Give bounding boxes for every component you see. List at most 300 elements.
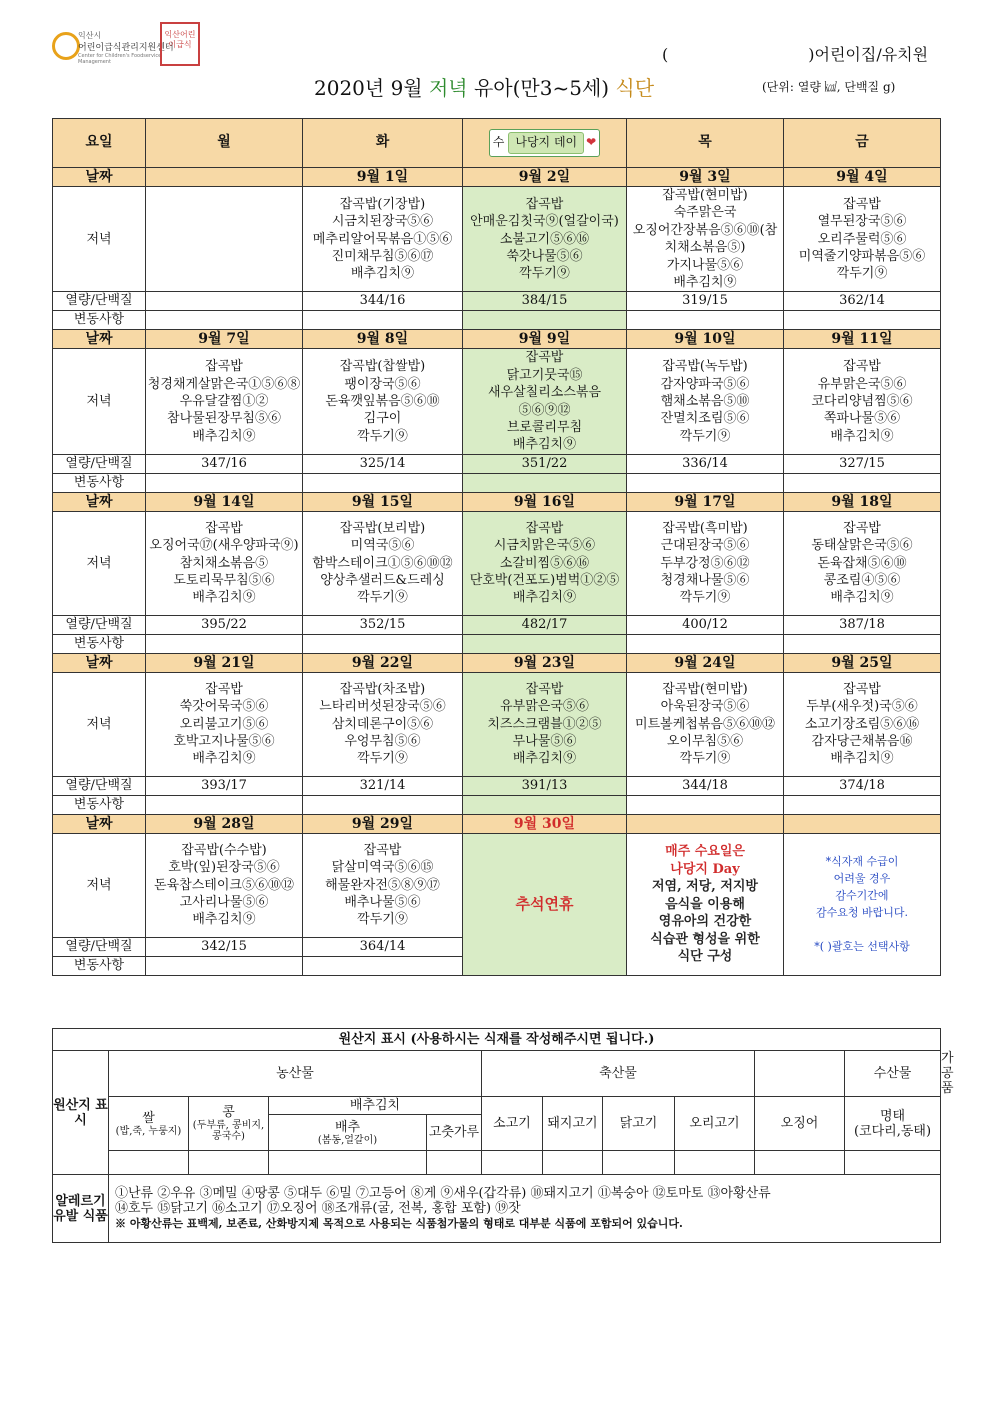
meal-row: [53, 833, 941, 937]
change-fri[interactable]: [784, 311, 941, 330]
row-label-kcal: 열량/단백질: [53, 292, 146, 311]
kcal-wed: 384/15: [463, 292, 627, 311]
chili-label: 고춧가루: [427, 1115, 482, 1151]
holiday-cell: [463, 833, 627, 975]
change-thu[interactable]: [627, 795, 784, 814]
date-row: [53, 653, 941, 672]
change-tue[interactable]: [303, 473, 463, 492]
date-fri: 9월 25일: [784, 653, 941, 672]
meal-cell-mon: [146, 511, 303, 615]
menu-item: 청경채게살맑은국①⑤⑥⑧: [147, 376, 301, 392]
date-mon: 9월 14일: [146, 492, 303, 511]
meal-cell-fri: [784, 511, 941, 615]
holiday-label: 추석연휴: [515, 894, 574, 913]
agri-header: 농산물: [109, 1051, 482, 1097]
change-fri[interactable]: [784, 634, 941, 653]
note-blue-line: 감수기간에: [835, 889, 889, 903]
red-seal-stamp: [160, 22, 200, 66]
menu-item: 단호박(건포도)범벅①②⑤: [469, 573, 620, 589]
menu-item: 배추김치⑨: [830, 590, 894, 606]
menu-item: 우엉무침⑤⑥: [344, 734, 421, 750]
menu-item: 메추리알어묵볶음①⑤⑥: [312, 231, 453, 247]
menu-item: 잡곡밥: [205, 520, 243, 536]
logo-line-2: 어린이급식관리지원센터: [78, 43, 174, 53]
meal-row: [53, 349, 941, 454]
menu-item: 오이무침⑤⑥: [666, 734, 744, 750]
note-blue-line: 어려울 경우: [833, 872, 891, 886]
menu-item: 쑥갓어묵국⑤⑥: [179, 699, 269, 715]
kcal-row: [53, 292, 941, 311]
row-label-dinner: 저녁: [53, 672, 146, 776]
menu-item: 잡곡밥(차조밥): [339, 681, 426, 697]
kcal-tue: 344/16: [303, 292, 463, 311]
change-tue[interactable]: [303, 634, 463, 653]
row-label-kcal: 열량/단백질: [53, 615, 146, 634]
menu-item: 호박고지나물⑤⑥: [173, 734, 275, 750]
change-mon[interactable]: [146, 473, 303, 492]
menu-item: 호박(잎)된장국⑤⑥: [168, 860, 280, 876]
title-part-dinner: 저녁: [428, 76, 468, 100]
change-thu[interactable]: [627, 634, 784, 653]
row-label-date: 날짜: [53, 653, 146, 672]
menu-item: 배추김치⑨: [673, 275, 737, 291]
kcal-mon: 342/15: [146, 937, 303, 956]
change-wed[interactable]: [463, 473, 627, 492]
change-row: [53, 473, 941, 492]
menu-item: 유부맑은국⑤⑥: [500, 699, 589, 715]
meal-cell-tue: [303, 187, 463, 292]
meal-cell-mon: [146, 187, 303, 292]
menu-item: 느타리버섯된장국⑤⑥: [319, 699, 446, 715]
menu-item: 진미채무침⑤⑥⑰: [331, 248, 434, 264]
kcal-mon: 395/22: [146, 615, 303, 634]
menu-item: 동태살맑은국⑤⑥: [811, 538, 913, 554]
change-wed[interactable]: [463, 311, 627, 330]
date-tue: 9월 22일: [303, 653, 463, 672]
kcal-thu: 319/15: [627, 292, 784, 311]
menu-item: 돈육깻잎볶음⑤⑥⑩: [325, 393, 440, 409]
allergy-note: ※ 아황산류는 표백제, 보존료, 산화방지제 목적으로 사용되는 식품첨가물의 형태로 대부분 식품에 포함되어 있습니다.: [115, 1217, 683, 1230]
menu-item: 치즈스크램블①②⑤: [487, 716, 602, 732]
menu-item: 깍두기⑨: [679, 590, 731, 606]
menu-item: 잡곡밥: [205, 359, 243, 375]
menu-item: 잡곡밥(찹쌀밥): [339, 359, 426, 375]
squid-origin-input[interactable]: [755, 1151, 845, 1175]
allergy-legend: [109, 1175, 941, 1243]
meal-cell-tue: [303, 349, 463, 454]
meal-cell-wed: [463, 511, 627, 615]
menu-item: 잡곡밥(현미밥): [662, 681, 748, 697]
row-label-date: 날짜: [53, 168, 146, 187]
menu-item: 깍두기⑨: [357, 428, 408, 444]
rice-label: 쌀: [142, 1110, 155, 1126]
kcal-fri: 374/18: [784, 776, 941, 795]
kcal-mon: 347/16: [146, 454, 303, 473]
row-label-kcal: 열량/단백질: [53, 937, 146, 956]
menu-item: 참나물된장무침⑤⑥: [167, 411, 281, 427]
date-mon: 9월 21일: [146, 653, 303, 672]
facility-name-line: [662, 42, 928, 65]
menu-item: 잡곡밥(보리밥): [339, 520, 426, 536]
livestock-header: 축산물: [482, 1051, 755, 1097]
bean-origin-input[interactable]: [189, 1151, 269, 1175]
day-mon: 월: [146, 119, 303, 168]
title-part-age: (만3~5세): [512, 76, 610, 100]
meal-cell-fri: [784, 672, 941, 776]
allergy-line-1: ①난류 ②우유 ③메밀 ④땅콩 ⑤대두 ⑥밀 ⑦고등어 ⑧게 ⑨새우(갑각류) ⑩돼지고기 ⑪복숭아 ⑫토마토 ⑬아황산류: [115, 1186, 771, 1201]
menu-item: 배추김치⑨: [192, 912, 256, 928]
menu-item: 아욱된장국⑤⑥: [660, 699, 750, 715]
kcal-row: [53, 615, 941, 634]
change-fri[interactable]: [784, 473, 941, 492]
menu-item: 배추김치⑨: [192, 751, 256, 767]
menu-table: [52, 118, 941, 976]
day-tue: 화: [303, 119, 463, 168]
beef-label: 소고기: [482, 1097, 543, 1151]
date-thu: [627, 814, 784, 833]
pork-label: 돼지고기: [543, 1097, 603, 1151]
change-thu[interactable]: [627, 473, 784, 492]
menu-item: 배추김치⑨: [512, 751, 577, 767]
menu-item: 근대된장국⑤⑥: [660, 538, 750, 554]
meal-cell-thu: [627, 349, 784, 454]
menu-item: 돈육잡채⑤⑥⑩: [817, 555, 907, 571]
menu-item: 깍두기⑨: [836, 266, 888, 282]
date-tue: 9월 15일: [303, 492, 463, 511]
menu-item: 잡곡밥: [363, 842, 402, 858]
menu-item: 배추김치⑨: [512, 590, 577, 606]
menu-item: 도토리묵무침⑤⑥: [173, 573, 275, 589]
menu-item: 잡곡밥(흑미밥): [662, 520, 748, 536]
date-tue: 9월 8일: [303, 330, 463, 349]
date-thu: 9월 10일: [627, 330, 784, 349]
menu-item: 코다리양념찜⑤⑥: [811, 393, 913, 409]
date-wed: 9월 9일: [463, 330, 627, 349]
origin-table: 원산지 표시 (사용하시는 식재를 작성해주시면 됩니다.) 원산지 표시 농산물 축산물 수산물 가공품 쌀 (밥,죽, 누룽지) 콩 (두부류, 콩비지,콩국수) 배추김치 소고기 돼지고기 닭고기 오리고기 오징어 명태 (코다리,동태) 배추 (봄동,얼갈이) 고춧가루 알레르기유발 식품 ①난류 ②우유 ③메밀 ④땅콩 ⑤대두 ⑥밀 ⑦고등어 ⑧게 ⑨새우(갑각류) ⑩돼지고기 ⑪복숭아 ⑫토마토 ⑬아황산류 ⑭호두 ⑮닭고기 ⑯소고기 ⑰오징어 ⑱조개류(굴, 전복, 홍합 포함) ⑲잣 ※ 아황산류는 표백제, 보존료, 산화방지제 목적으로 사용되는 식품첨가물의 형태로 대부분 식품에 포함되어 있습니다.: [52, 1028, 941, 1243]
menu-item: 배추김치⑨: [192, 428, 256, 444]
meal-cell-thu: [627, 511, 784, 615]
row-label-date: 날짜: [53, 330, 146, 349]
date-fri: 9월 4일: [784, 168, 941, 187]
menu-item: 열무된장국⑤⑥: [817, 214, 907, 230]
supply-note-cell: [784, 833, 941, 975]
menu-item: 감자당근채볶음⑯: [811, 734, 913, 750]
menu-item: 해물완자전⑤⑧⑨⑰: [325, 877, 440, 893]
pollack-cell: [845, 1097, 941, 1151]
date-row: [53, 168, 941, 187]
menu-item: 양상추샐러드&드레싱: [320, 573, 445, 589]
menu-item: 함박스테이크①⑤⑥⑩⑫: [312, 555, 453, 571]
menu-item: 잡곡밥(녹두밥): [662, 359, 748, 375]
menu-item: 깍두기⑨: [519, 266, 570, 282]
menu-item: 두부(새우젓)국⑤⑥: [806, 699, 918, 715]
day-thu: 목: [627, 119, 784, 168]
change-mon[interactable]: [146, 795, 303, 814]
date-thu: 9월 17일: [627, 492, 784, 511]
note-blue-line: *식자재 수급이: [825, 855, 899, 869]
badge-label: 나당지 데이: [508, 132, 584, 153]
date-fri: 9월 18일: [784, 492, 941, 511]
menu-item: 브로콜리무침: [506, 420, 583, 436]
menu-item: 두부강정⑤⑥⑫: [660, 555, 750, 571]
menu-item: 미역국⑤⑥: [350, 538, 415, 554]
origin-title: 원산지 표시 (사용하시는 식재를 작성해주시면 됩니다.): [53, 1029, 941, 1051]
menu-item: 미역줄기양파볶음⑤⑥: [798, 248, 926, 264]
menu-item: 감자양파국⑤⑥: [660, 376, 750, 392]
duck-label: 오리고기: [675, 1097, 755, 1151]
menu-item: 잡곡밥: [843, 196, 881, 212]
menu-item: 소고기장조림⑤⑥⑯: [804, 716, 920, 732]
change-wed[interactable]: [463, 634, 627, 653]
pork-origin-input[interactable]: [543, 1151, 603, 1175]
menu-item: 삼치데론구이⑤⑥: [331, 716, 434, 732]
allergy-label: 알레르기유발 식품: [53, 1175, 109, 1243]
menu-item: 배추나물⑤⑥: [344, 895, 421, 911]
chicken-origin-input[interactable]: [603, 1151, 675, 1175]
menu-item: 우유달걀찜①②: [179, 393, 269, 409]
meal-cell-fri: [784, 187, 941, 292]
meal-row: [53, 187, 941, 292]
cabbage-sub: (봄동,얼갈이): [317, 1134, 378, 1146]
bean-sub: (두부류, 콩비지,콩국수): [192, 1120, 265, 1142]
menu-item: 배추김치⑨: [512, 437, 577, 453]
menu-item: 잡곡밥: [205, 681, 243, 697]
date-row: [53, 814, 941, 833]
title-part-3: 유아: [467, 76, 513, 100]
change-row: [53, 634, 941, 653]
menu-item: 오징어국⑰(새우양파국⑨): [149, 538, 299, 554]
kcal-row: [53, 454, 941, 473]
menu-item: 유부맑은국⑤⑥: [817, 376, 907, 392]
col-label: 요일: [53, 119, 146, 168]
kcal-wed: 391/13: [463, 776, 627, 795]
row-label-kcal: 열량/단백질: [53, 454, 146, 473]
meal-cell-wed: [463, 349, 627, 454]
allergy-line-2: ⑭호두 ⑮닭고기 ⑯소고기 ⑰오징어 ⑱조개류(굴, 전복, 홍합 포함) ⑲잣: [115, 1201, 521, 1216]
note-line: 음식을 이용해: [665, 896, 745, 912]
menu-item: 팽이장국⑤⑥: [344, 376, 421, 392]
rice-origin-input[interactable]: [109, 1151, 189, 1175]
kcal-thu: 344/18: [627, 776, 784, 795]
logo-line-1: 익산시: [78, 31, 102, 40]
note-red-line: 나당지 Day: [670, 861, 740, 877]
change-row: [53, 795, 941, 814]
change-tue[interactable]: [303, 795, 463, 814]
menu-item: 숙주맑은국: [673, 205, 737, 221]
heart-icon: ❤: [586, 135, 597, 150]
menu-item: 콩조림④⑤⑥: [823, 573, 901, 589]
menu-item: 소불고기⑤⑥⑯: [499, 231, 590, 247]
pollack-label: 명태: [879, 1108, 906, 1124]
seal-text: 익산어린이급식: [164, 30, 196, 49]
meal-cell-mon: [146, 349, 303, 454]
menu-item: 미트볼케첩볶음⑤⑥⑩⑫: [635, 716, 775, 732]
menu-item: 잡곡밥(현미밥): [662, 188, 748, 203]
menu-item: 잡곡밥: [843, 359, 881, 375]
kcal-wed: 482/17: [463, 615, 627, 634]
date-mon: 9월 28일: [146, 814, 303, 833]
kcal-row: [53, 776, 941, 795]
date-fri: 9월 11일: [784, 330, 941, 349]
badge-prefix: 수: [492, 135, 505, 150]
row-label-date: 날짜: [53, 492, 146, 511]
menu-item: 시금치된장국⑤⑥: [331, 214, 434, 230]
meal-cell-mon: [146, 672, 303, 776]
menu-item: 닭고기뭇국⑮: [506, 367, 583, 383]
pollack-sub: (코다리,동태): [853, 1123, 932, 1139]
menu-item: 참치채소볶음⑤: [179, 555, 269, 571]
row-label-dinner: 저녁: [53, 187, 146, 292]
kcal-thu: 336/14: [627, 454, 784, 473]
menu-item: 오리주물럭⑤⑥: [817, 231, 907, 247]
date-row: [53, 330, 941, 349]
change-mon[interactable]: [146, 311, 303, 330]
note-line: 식단 구성: [677, 949, 733, 965]
menu-item: 김구이: [363, 411, 402, 427]
date-tue: 9월 29일: [303, 814, 463, 833]
meal-row: [53, 511, 941, 615]
row-label-date: 날짜: [53, 814, 146, 833]
menu-item: 새우살칠리소스볶음⑤⑥⑨⑫: [487, 385, 602, 418]
kcal-thu: 400/12: [627, 615, 784, 634]
date-wed: 9월 2일: [463, 168, 627, 187]
cabbage-label: 배추: [334, 1119, 361, 1135]
duck-origin-input[interactable]: [675, 1151, 755, 1175]
note-blue-line: [784, 921, 940, 938]
squid-label: 오징어: [755, 1097, 845, 1151]
date-mon: [146, 168, 303, 187]
kcal-fri: 362/14: [784, 292, 941, 311]
change-fri[interactable]: [784, 795, 941, 814]
change-tue[interactable]: [303, 311, 463, 330]
change-mon[interactable]: [146, 956, 303, 975]
menu-item: 고사리나물⑤⑥: [179, 895, 269, 911]
menu-item: 잔멸치조림⑤⑥: [660, 411, 750, 427]
note-line: 영유아의 건강한: [658, 914, 752, 930]
seafood-header-left: [755, 1051, 845, 1097]
date-thu: 9월 3일: [627, 168, 784, 187]
menu-item: 깍두기⑨: [679, 751, 731, 767]
day-fri: 금: [784, 119, 941, 168]
menu-item: 잡곡밥(수수밥): [181, 842, 267, 858]
rice-sub: (밥,죽, 누룽지): [115, 1125, 182, 1137]
change-wed[interactable]: [463, 795, 627, 814]
facility-open: (: [662, 45, 669, 64]
meal-cell-tue: [303, 511, 463, 615]
date-wed: 9월 30일: [463, 814, 627, 833]
change-thu[interactable]: [627, 311, 784, 330]
unit-note: (단위: 열량 ㎉, 단백질 g): [762, 80, 896, 94]
row-label-change: 변동사항: [53, 795, 146, 814]
meal-cell-tue: [303, 833, 463, 937]
chili-origin-input[interactable]: [427, 1151, 482, 1175]
note-line: 식습관 형성을 위한: [650, 931, 760, 947]
menu-item: 닭살미역국⑤⑥⑮: [331, 860, 434, 876]
menu-item: 청경채나물⑤⑥: [660, 573, 750, 589]
rice-cell: [109, 1097, 189, 1151]
date-fri: [784, 814, 941, 833]
meal-cell-thu: [627, 672, 784, 776]
nadangji-note-cell: [627, 833, 784, 975]
date-mon: 9월 7일: [146, 330, 303, 349]
bean-cell: [189, 1097, 269, 1151]
menu-item: 잡곡밥: [525, 350, 564, 366]
row-label-change: 변동사항: [53, 311, 146, 330]
header-row: [53, 119, 941, 168]
origin-label: 원산지 표시: [53, 1051, 109, 1175]
kcal-wed: 351/22: [463, 454, 627, 473]
date-wed: 9월 23일: [463, 653, 627, 672]
title-part-menu: 식단: [609, 76, 655, 100]
meal-cell-wed: [463, 187, 627, 292]
pollack-origin-input[interactable]: [845, 1151, 941, 1175]
chicken-label: 닭고기: [603, 1097, 675, 1151]
menu-item: 쑥갓나물⑤⑥: [506, 248, 583, 264]
menu-item: 배추김치⑨: [830, 751, 894, 767]
menu-item: 소갈비찜⑤⑥⑯: [499, 555, 590, 571]
meal-row: [53, 672, 941, 776]
kimchi-header: 배추김치: [269, 1097, 482, 1115]
menu-item: 깍두기⑨: [357, 590, 408, 606]
menu-item: 잡곡밥: [843, 520, 881, 536]
logo-line-3: Center for Children's Foodservice Management: [78, 53, 162, 65]
kcal-tue: 325/14: [303, 454, 463, 473]
bean-label: 콩: [222, 1105, 235, 1120]
meal-cell-fri: [784, 349, 941, 454]
page-title: [314, 72, 654, 101]
row-label-change: 변동사항: [53, 956, 146, 975]
menu-item: 안매운김칫국⑨(얼갈이국): [470, 214, 619, 230]
cabbage-origin-input[interactable]: [269, 1151, 427, 1175]
change-tue[interactable]: [303, 956, 463, 975]
menu-item: 깍두기⑨: [357, 751, 408, 767]
meal-cell-tue: [303, 672, 463, 776]
menu-item: 깍두기⑨: [357, 912, 408, 928]
menu-item: 잡곡밥: [843, 681, 881, 697]
menu-item: 돈육찹스테이크⑤⑥⑩⑫: [154, 877, 294, 893]
menu-item: 쪽파나물⑤⑥: [823, 411, 901, 427]
change-row: [53, 311, 941, 330]
row-label-change: 변동사항: [53, 634, 146, 653]
menu-item: 배추김치⑨: [830, 428, 894, 444]
note-blue-line: 감수요청 바랍니다.: [815, 906, 908, 920]
note-red-line: 매주 수요일은: [665, 844, 745, 860]
row-label-change: 변동사항: [53, 473, 146, 492]
row-label-dinner: 저녁: [53, 511, 146, 615]
kcal-mon: [146, 292, 303, 311]
date-thu: 9월 24일: [627, 653, 784, 672]
beef-origin-input[interactable]: [482, 1151, 543, 1175]
nadangji-day-badge: [489, 129, 600, 156]
kcal-tue: 364/14: [303, 937, 463, 956]
menu-item: 무나물⑤⑥: [512, 734, 577, 750]
menu-item: 햄채소볶음⑤⑩: [660, 393, 750, 409]
row-label-kcal: 열량/단백질: [53, 776, 146, 795]
menu-item: 가지나물⑤⑥: [666, 257, 744, 273]
kcal-tue: 321/14: [303, 776, 463, 795]
meal-cell-thu: [627, 187, 784, 292]
meal-cell-mon: [146, 833, 303, 937]
menu-item: 잡곡밥: [525, 520, 564, 536]
menu-item: 배추김치⑨: [192, 590, 256, 606]
menu-item: 잡곡밥(기장밥): [339, 196, 426, 212]
note-line: 저염, 저당, 저지방: [651, 879, 758, 895]
menu-item: 깍두기⑨: [679, 428, 731, 444]
title-part-1: 2020년 9월: [314, 76, 429, 100]
menu-item: 오리불고기⑤⑥: [179, 716, 269, 732]
change-mon[interactable]: [146, 634, 303, 653]
facility-suffix: )어린이집/유치원: [808, 45, 929, 64]
